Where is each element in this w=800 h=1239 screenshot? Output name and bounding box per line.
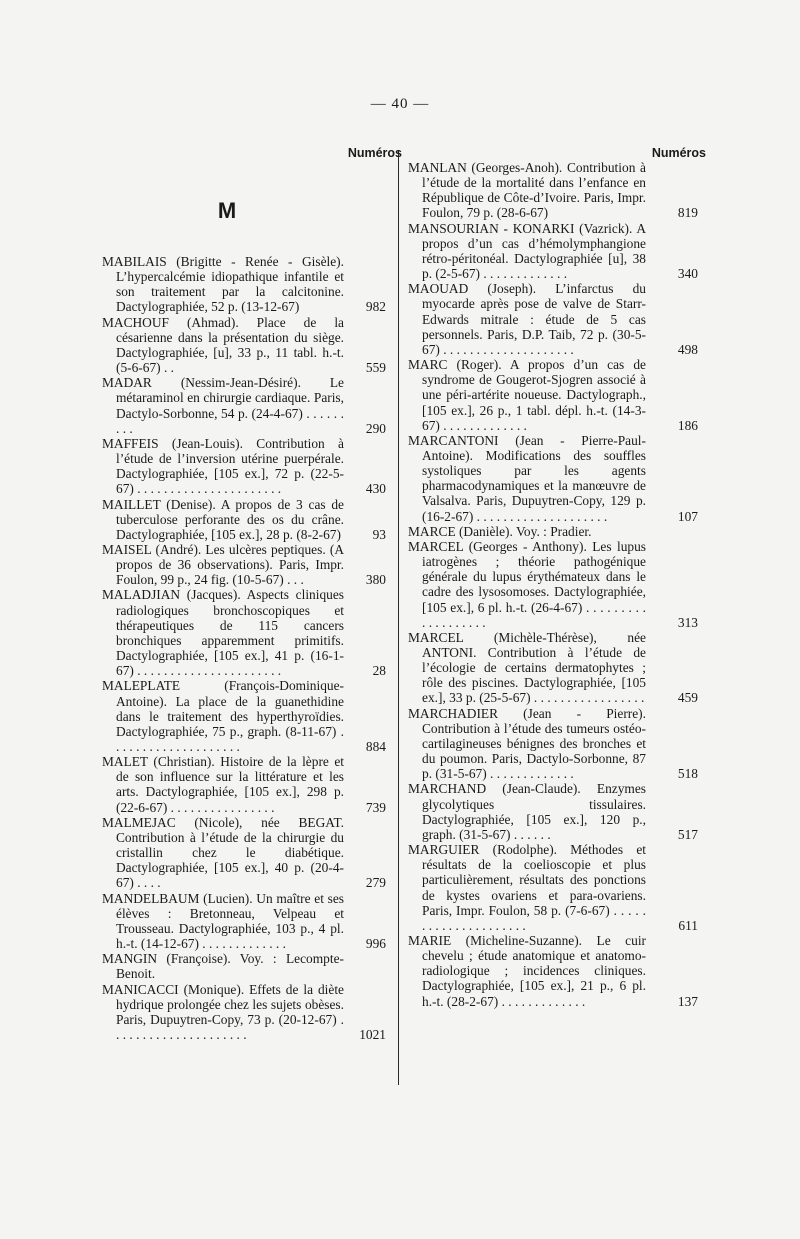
bibliography-entry [408, 781, 698, 842]
entry-text: MALADJIAN (Jacques). Aspects cliniques radiologiques bronchoscopiques et thérapeutiques de 115 cancers bronchiques apparemment primitifs. Dactylographiée, [105 ex.], 41 p. (16-1-67) . . . . . . . . . . . . . . . . . . . . . . [102, 587, 344, 679]
left-entries [102, 254, 392, 1042]
entry-text: MAFFEIS (Jean-Louis). Contribution à l’étude de l’inversion utérine puerpérale. Dactylographiée, [105 ex.], 72 p. (22-5-67) . . . . . . . . . . . . . . . . . . . . . . [102, 435, 344, 497]
entry-text: MARIE (Micheline-Suzanne). Le cuir chevelu ; étude anatomique et anatomo-radiologique ; incidences cliniques. Dactylographiée, [105 ex.], 21 p., 6 pl. h.-t. (28-2-67) . . . . . . . . . . . . . [408, 932, 646, 1009]
entry-text: MALMEJAC (Nicole), née BEGAT. Contribution à l’étude de la chirurgie du cristallin chez le diabétique. Dactylographiée, [105 ex.], 40 p. (20-4-67) . . . . [102, 814, 344, 891]
entry-number: 290 [365, 420, 386, 436]
entry-number: 559 [365, 360, 386, 376]
bibliography-entry [408, 221, 698, 282]
entry-text: MARCHADIER (Jean - Pierre). Contribution à l’étude des tumeurs ostéo-cartilagineuses bénignes des bronches et du poumon. Paris, Dactylo-Sorbonne, 87 p. (31-5-67) . . . . . . . . . . . . . [408, 705, 646, 782]
bibliography-entry [408, 933, 698, 1009]
bibliography-entry [408, 706, 698, 782]
bibliography-entry [102, 436, 392, 497]
entry-number: 107 [677, 508, 698, 524]
bibliography-entry [102, 815, 392, 891]
entry-text: MAILLET (Denise). A propos de 3 cas de tuberculose perforante des os du crâne. Dactylographiée, [105 ex.], 28 p. (8-2-67) [102, 496, 344, 542]
bibliography-entry [102, 982, 392, 1043]
bibliography-entry [102, 375, 392, 436]
section-letter: M [217, 198, 237, 223]
entry-text: MALEPLATE (François-Dominique-Antoine). La place de la guanethidine dans le traitement des hyperthyroïdies. Dactylographiée, 75 p., graph. (8-11-67) . . . . . . . . . . . . . . . . . . . . [102, 678, 344, 754]
entry-text: MARCEL (Michèle-Thérèse), née ANTONI. Contribution à l’étude de l’écologie de certains dermatophytes ; rôle des piscines. Dactylographiée, [105 ex.], 33 p. (25-5-67) . . . . . . . . . . . . . . . . . [408, 629, 646, 706]
bibliography-entry [408, 630, 698, 706]
bibliography-entry [408, 539, 698, 630]
bibliography-entry [102, 951, 392, 981]
bibliography-entry [102, 587, 392, 678]
left-column [102, 146, 402, 1042]
entry-text: MANLAN (Georges-Anoh). Contribution à l’étude de la mortalité dans l’enfance en République de Côte-d’Ivoire. Paris, Impr. Foulon, 79 p. (28-6-67) [408, 160, 646, 221]
bibliography-entry [408, 524, 698, 539]
entry-text: MAOUAD (Joseph). L’infarctus du myocarde après pose de valve de Starr-Edwards mitrale : étude de 5 cas personnels. Paris, D.P. Taib, 72 p. (30-5-67) . . . . . . . . . . . . . . . . . . . . [408, 281, 646, 357]
entry-number: 430 [365, 481, 386, 497]
entry-text: MARCANTONI (Jean - Pierre-Paul-Antoine). Modifications des souffles systoliques par les agents pharmacodynamiques et la manœuvre de Valsalva. Paris, Dupuytren-Copy, 129 p. (16-2-67) . . . . . . . . . . . . . . . . . . . . [408, 432, 646, 524]
entry-number: 518 [677, 766, 698, 782]
bibliography-entry [408, 160, 698, 221]
entry-text: MACHOUF (Ahmad). Place de la césarienne dans la présentation du siège. Dactylographiée, [u], 33 p., 11 tabl. h.-t. (5-6-67) . . [102, 314, 344, 376]
page-number: — 40 — [370, 96, 430, 112]
entry-number: 996 [365, 936, 386, 952]
entry-number: 459 [677, 690, 698, 706]
bibliography-entry [102, 678, 392, 754]
entry-number: 498 [677, 341, 698, 357]
column-divider [398, 150, 399, 1085]
entry-text: MARCHAND (Jean-Claude). Enzymes glycolytiques tissulaires. Dactylographiée, [105 ex.], 120 p., graph. (31-5-67) . . . . . . [408, 781, 646, 842]
bibliography-entry [102, 497, 392, 542]
numeros-header-right: Numéros [651, 146, 706, 160]
bibliography-entry [102, 754, 392, 815]
right-entries [408, 160, 698, 1009]
bibliography-entry [102, 891, 392, 952]
entry-text: MARCE (Danièle). Voy. : Pradier. [408, 523, 592, 539]
bibliography-entry [102, 542, 392, 587]
right-column [408, 146, 706, 1009]
entry-number: 279 [365, 875, 386, 891]
bibliography-entry [102, 315, 392, 376]
entry-text: MARGUIER (Rodolphe). Méthodes et résultats de la coelioscopie et plus particulièrement, résultats des ponctions de kystes ovariens et para-ovariens. Paris, Impr. Foulon, 58 p. (7-6-67) . . . . . . . . . . . . . . . . . . . . . [408, 842, 646, 933]
entry-text: MARC (Roger). A propos d’un cas de syndrome de Gougerot-Sjogren associé à une péri-artérite noueuse. Dactylograph., [105 ex.], 26 p., 1 tabl. dépl. h.-t. (14-3-67) . . . . . . . . . . . . . [408, 357, 646, 433]
entry-text: MARCEL (Georges - Anthony). Les lupus iatrogènes ; théorie pathogénique générale du lupus érythémateux dans le cadre des lysosomoses. Dactylographiée, [105 ex.], 6 pl. h.-t. (26-4-67) . . . . . . . . . . . . . . . . . . . [408, 538, 646, 630]
bibliography-entry [408, 281, 698, 357]
bibliography-entry [408, 433, 698, 524]
entry-number: 186 [677, 417, 698, 433]
entry-text: MALET (Christian). Histoire de la lèpre et de son influence sur la littérature et les arts. Dactylographiée, [105 ex.], 298 p. (22-6-67) . . . . . . . . . . . . . . . . [102, 754, 344, 815]
entry-text: MADAR (Nessim-Jean-Désiré). Le métaraminol en chirurgie cardiaque. Paris, Dactylo-Sorbonne, 54 p. (24-4-67) . . . . . . . . . [102, 375, 344, 436]
entry-number: 313 [677, 614, 698, 630]
entry-number: 380 [365, 572, 386, 588]
entry-number: 611 [678, 917, 698, 933]
entry-number: 517 [677, 826, 698, 842]
bibliography-entry [102, 254, 392, 315]
entry-number: 739 [365, 799, 386, 815]
entry-number: 137 [677, 993, 698, 1009]
bibliography-entry [408, 357, 698, 433]
entry-text: MANGIN (Françoise). Voy. : Lecompte-Benoit. [102, 951, 344, 982]
entry-text: MAISEL (André). Les ulcères peptiques. (A propos de 36 observations). Paris, Impr. Foulon, 99 p., 24 fig. (10-5-67) . . . [102, 541, 344, 588]
entry-number: 1021 [359, 1026, 386, 1042]
entry-number: 819 [677, 205, 698, 221]
entry-number: 340 [677, 266, 698, 282]
numeros-header-left: Numéros [347, 146, 402, 160]
entry-text: MANDELBAUM (Lucien). Un maître et ses élèves : Bretonneau, Velpeau et Trousseau. Dactylographiée, 103 p., 4 pl. h.-t. (14-12-67) . . . . . . . . . . . . . [102, 890, 344, 952]
entry-number: 884 [365, 739, 386, 754]
entry-number: 93 [372, 526, 386, 542]
entry-number: 982 [365, 299, 386, 315]
entry-text: MANSOURIAN - KONARKI (Vazrick). A propos d’un cas d’hémolymphangione rétro-péritonéal. Dactylographiée [u], 38 p. (2-5-67) . . . . . . . . . . . . . [408, 220, 646, 282]
entry-text: MABILAIS (Brigitte - Renée - Gisèle). L’hypercalcémie idiopathique infantile et son traitement par la calcitonine. Dactylographiée, 52 p. (13-12-67) [102, 254, 344, 315]
entry-number: 28 [372, 663, 386, 679]
entry-text: MANICACCI (Monique). Effets de la diète hydrique prolongée chez les sujets obèses. Paris, Dupuytren-Copy, 73 p. (20-12-67) . . . . . . . . . . . . . . . . . . . . . [102, 981, 344, 1042]
bibliography-entry [408, 842, 698, 933]
